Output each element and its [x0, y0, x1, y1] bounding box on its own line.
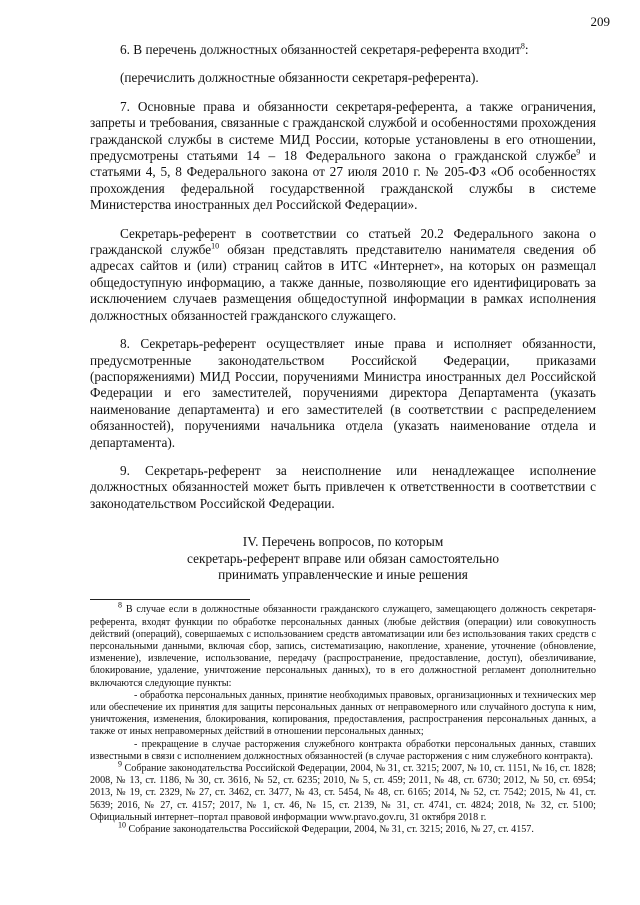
page-number: 209 — [590, 14, 610, 29]
footnote-8: $^8$ В случае если в должностные обязанности гражданского служащего, замещающего должность секретаря-референта, входят функции по обработке персональных данных (любые действия (операции) или совокупность действий (операций), совершаемых с использованием средств автоматизации или без использования таких средств с персональными данными, включая сбор, запись, систематизацию, накопление, хранение, уточнение (обновление, изменение), извлечение, использование, передачу (распространение, предоставление, доступ), обезличивание, блокирование, удаление, уничтожение персональных данных), то в его должностной регламент дополнительно включаются следующие пункты: — [90, 601, 596, 689]
section-heading — [90, 534, 596, 583]
footnote-ref-9[interactable]: 9 — [576, 147, 581, 157]
item-6: 6. В перечень должностных обязанностей секретаря-референта входит$^8$: — [120, 41, 529, 57]
footnote-8-item-a: - обработка персональных данных, принятие необходимых правовых, организационных и технических мер или обеспечение их принятия для защиты персональных данных от неправомерного или случайного доступа к ним, уничтожения, изменения, блокирования, копирования, предоставления, распространения персональных данных, а также от иных неправомерных действий в отношении персональных данных; — [90, 689, 596, 738]
item-7: 7. Основные права и обязанности секретаря-референта, а также ограничения, запреты и требования, связанные с гражданской службой и особенностями прохождения гражданской службы в системе МИД России, которые установлены в его отношении, предусмотрены статьями 14 – 18 Федерального закона о гражданской службе$^9$ и статьями 4, 5, 8 Федерального закона от 27 июля 2010 г. № 205-ФЗ «Об особенностях прохождения федеральной государственной гражданской службы в системе Министерства иностранных дел Российской Федерации». — [90, 98, 596, 213]
footnote-10: $^{10}$ Собрание законодательства Российской Федерации, 2004, № 31, ст. 3215; 2016, № 27, ст. 4157. — [118, 820, 534, 836]
footnote-9: $^9$ Собрание законодательства Российской Федерации, 2004, № 31, ст. 3215; 2007, № 10, ст. 1151, № 16, ст. 1828; 2008, № 13, ст. 1186, № 30, ст. 3616, № 52, ст. 6235; 2010, № 5, ст. 459; 2011, № 48, ст. 6730; 2012, № 50, ст. 6954; 2013, № 19, ст. 2329, № 27, ст. 3462, ст. 3477, № 43, ст. 5454, № 48, ст. 6165; 2014, № 52, ст. 7542; 2015, № 41, ст. 5639; 2016, № 27, ст. 4157; 2017, № 1, ст. 46, № 15, ст. 2139, № 31, ст. 4741, ст. 4824; 2018, № 32, ст. 5100; Официальный интернет–портал правовой информации www.pravo.gov.ru, 31 октября 2018 г. — [90, 759, 596, 823]
item-9: 9. Секретарь-референт за неисполнение или ненадлежащее исполнение должностных обязанностей может быть привлечен к ответственности в соответствии с законодательством Российской Федерации. — [90, 462, 596, 511]
item-8: 8. Секретарь-референт осуществляет иные права и исполняет обязанности, предусмотренные законодательством Российской Федерации, приказами (распоряжениями) МИД России, поручениями Министра иностранных дел Российской Федерации и его заместителей, поручениями директора Департамента (указать наименование департамента) и его заместителей (в соответствии с распределением обязанностей), поручениями начальника отдела (указать наименование отдела и департамента). — [90, 336, 596, 450]
footnote-ref-10[interactable]: 10 — [211, 241, 220, 251]
section-heading-line-3: принимать управленческие и иные решения — [218, 566, 468, 582]
footnote-ref-8[interactable]: 8 — [520, 41, 525, 51]
section-heading-line-2: секретарь-референт вправе или обязан самостоятельно — [187, 550, 499, 566]
footnote-divider — [90, 599, 250, 600]
section-heading-line-1: IV. Перечень вопросов, по которым — [242, 534, 444, 550]
footnote-8-item-b: - прекращение в случае расторжения служебного контракта обработки персональных данных, ставших известными в связи с исполнением должностных обязанностей (в случае расторжения с ним служебного контракта). — [90, 738, 596, 762]
item-6-note: (перечислить должностные обязанности секретаря-референта). — [120, 70, 479, 86]
item-7-websites: Секретарь-референт в соответствии со статьей 20.2 Федерального закона о гражданской службе$^{10}$ обязан представлять представителю нанимателя сведения об адресах сайтов и (или) страниц сайтов в ИТС «Интернет», на которых он размещал общедоступную информацию, а также данные, позволяющие его идентифицировать за исключением случаев размещения общедоступной информации в рамках исполнения должностных обязанностей гражданского служащего. — [90, 225, 596, 323]
